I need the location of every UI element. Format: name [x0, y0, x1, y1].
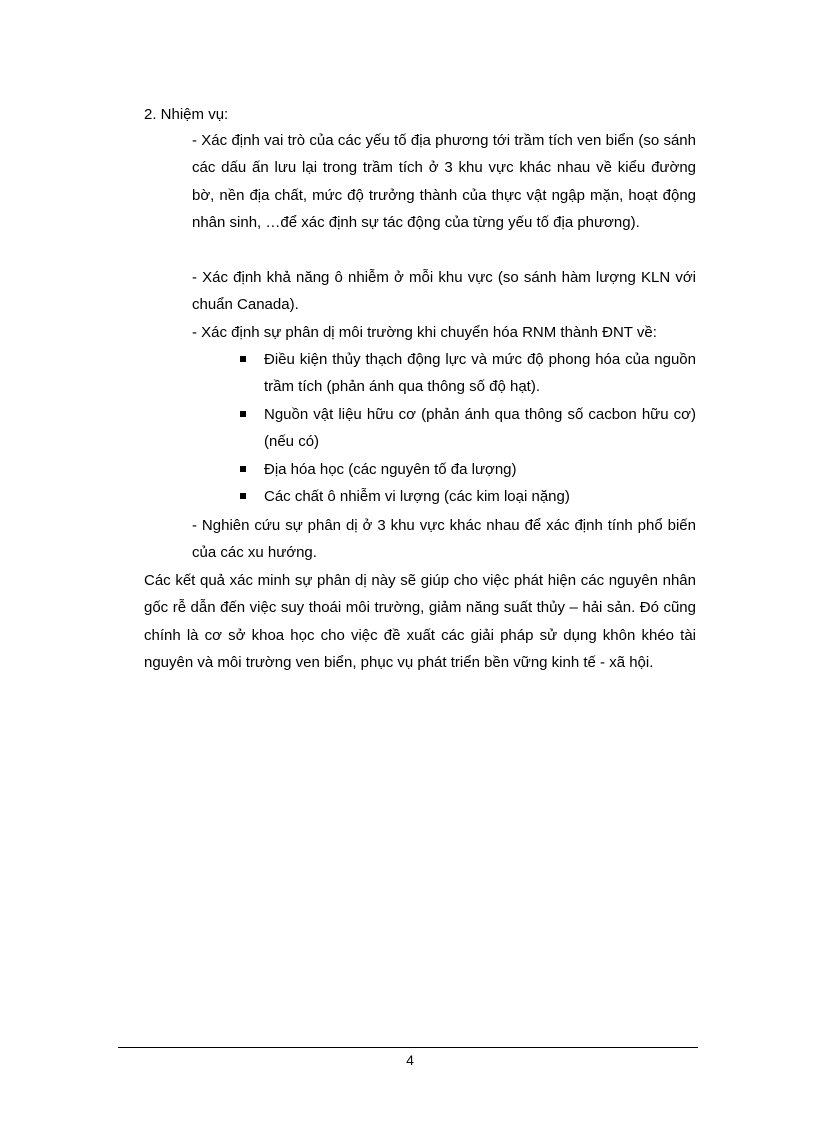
section-heading: 2. Nhiệm vụ:: [144, 106, 229, 123]
square-bullet-icon: [240, 356, 246, 362]
square-bullet-icon: [240, 466, 246, 472]
conclusion-paragraph: Các kết quả xác minh sự phân dị này sẽ giúp cho việc phát hiện các nguyên nhân gốc rễ dẫn đến việc suy thoái môi trường, giảm năng suất thủy – hải sản. Đó cũng chính là cơ sở khoa học cho việc đề xuất các giải pháp sử dụng khôn khéo tài nguyên và môi trường ven biển, phục vụ phát triển bền vững kinh tế - xã hội.: [144, 572, 696, 672]
task-item-differentiation: - Xác định sự phân dị môi trường khi chuyển hóa RNM thành ĐNT về:: [192, 324, 657, 341]
bullet-item: [236, 346, 696, 401]
square-bullet-icon: [240, 411, 246, 417]
bullet-item: [236, 456, 696, 483]
bullet-item: [236, 401, 696, 456]
bullet-text: Nguồn vật liệu hữu cơ (phản ánh qua thông số cacbon hữu cơ) (nếu có): [264, 405, 696, 451]
task-item-research: - Nghiên cứu sự phân dị ở 3 khu vực khác nhau để xác định tính phổ biến của các xu hướng.: [192, 517, 696, 562]
bullet-item: [236, 483, 696, 510]
page-number: 4: [406, 1052, 414, 1068]
bullet-text: Điều kiện thủy thạch động lực và mức độ phong hóa của nguồn trầm tích (phản ánh qua thông số độ hạt).: [264, 351, 696, 396]
task-item-pollution: - Xác định khả năng ô nhiễm ở mỗi khu vực (so sánh hàm lượng KLN với chuẩn Canada).: [192, 269, 696, 314]
square-bullet-icon: [240, 493, 246, 499]
differentiation-bullet-list: [236, 346, 696, 510]
task-item-local-factors: - Xác định vai trò của các yếu tố địa phương tới trầm tích ven biển (so sánh các dấu ấn lưu lại trong trầm tích ở 3 khu vực khác nhau về kiểu đường bờ, nền địa chất, mức độ trưởng thành của thực vật ngập mặn, hoạt động nhân sinh, …để xác định sự tác động của từng yếu tố địa phương).: [192, 132, 696, 232]
bullet-text: Các chất ô nhiễm vi lượng (các kim loại nặng): [264, 488, 570, 506]
footer-divider: [118, 1047, 698, 1048]
bullet-text: Địa hóa học (các nguyên tố đa lượng): [264, 460, 517, 478]
